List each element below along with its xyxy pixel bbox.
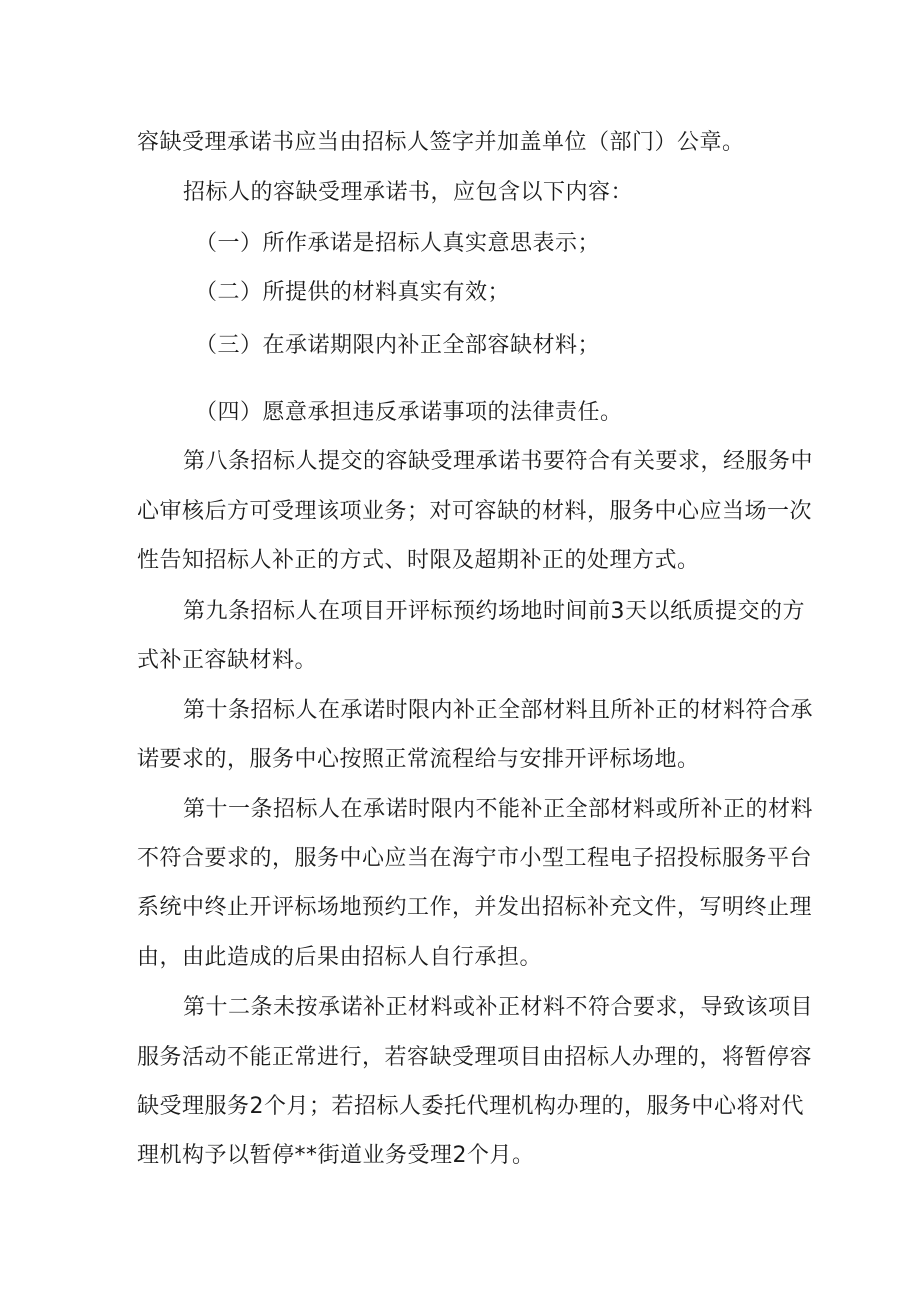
text-line-2: 招标人的容缺受理承诺书，应包含以下内容：	[183, 180, 634, 205]
article-8-line-2: 心审核后方可受理该项业务；对可容缺的材料，服务中心应当场一次	[137, 499, 813, 524]
article-11-line-3: 系统中终止开评标场地预约工作，并发出招标补充文件，写明终止理	[137, 895, 813, 920]
article-8-line-3: 性告知招标人补正的方式、时限及超期补正的处理方式。	[137, 548, 700, 573]
list-item-2: （二）所提供的材料真实有效；	[195, 280, 511, 305]
article-10-line-2: 诺要求的，服务中心按照正常流程给与安排开评标场地。	[137, 747, 700, 772]
article-11-line-2: 不符合要求的，服务中心应当在海宁市小型工程电子招投标服务平台	[137, 846, 813, 871]
article-8-line-1: 第八条招标人提交的容缺受理承诺书要符合有关要求，经服务中	[183, 449, 814, 474]
list-item-4: （四）愿意承担违反承诺事项的法律责任。	[195, 400, 623, 425]
article-11-line-1: 第十一条招标人在承诺时限内不能补正全部材料或所补正的材料	[183, 797, 814, 822]
article-12-line-3: 缺受理服务2个月；若招标人委托代理机构办理的，服务中心将对代	[137, 1094, 804, 1119]
list-item-3: （三）在承诺期限内补正全部容缺材料；	[195, 333, 601, 358]
article-12-line-4: 理机构予以暂停**街道业务受理2个月。	[137, 1143, 535, 1168]
article-9-line-1: 第九条招标人在项目开评标预约场地时间前3天以纸质提交的方	[183, 599, 805, 624]
article-10-line-1: 第十条招标人在承诺时限内补正全部材料且所补正的材料符合承	[183, 698, 814, 723]
article-12-line-2: 服务活动不能正常进行，若容缺受理项目由招标人办理的，将暂停容	[137, 1045, 813, 1070]
article-11-line-4: 由，由此造成的后果由招标人自行承担。	[137, 945, 543, 970]
text-line-1: 容缺受理承诺书应当由招标人签字并加盖单位（部门）公章。	[137, 130, 745, 155]
article-12-line-1: 第十二条未按承诺补正材料或补正材料不符合要求，导致该项目	[183, 995, 814, 1020]
list-item-1: （一）所作承诺是招标人真实意思表示；	[195, 231, 601, 256]
article-9-line-2: 式补正容缺材料。	[137, 648, 318, 673]
